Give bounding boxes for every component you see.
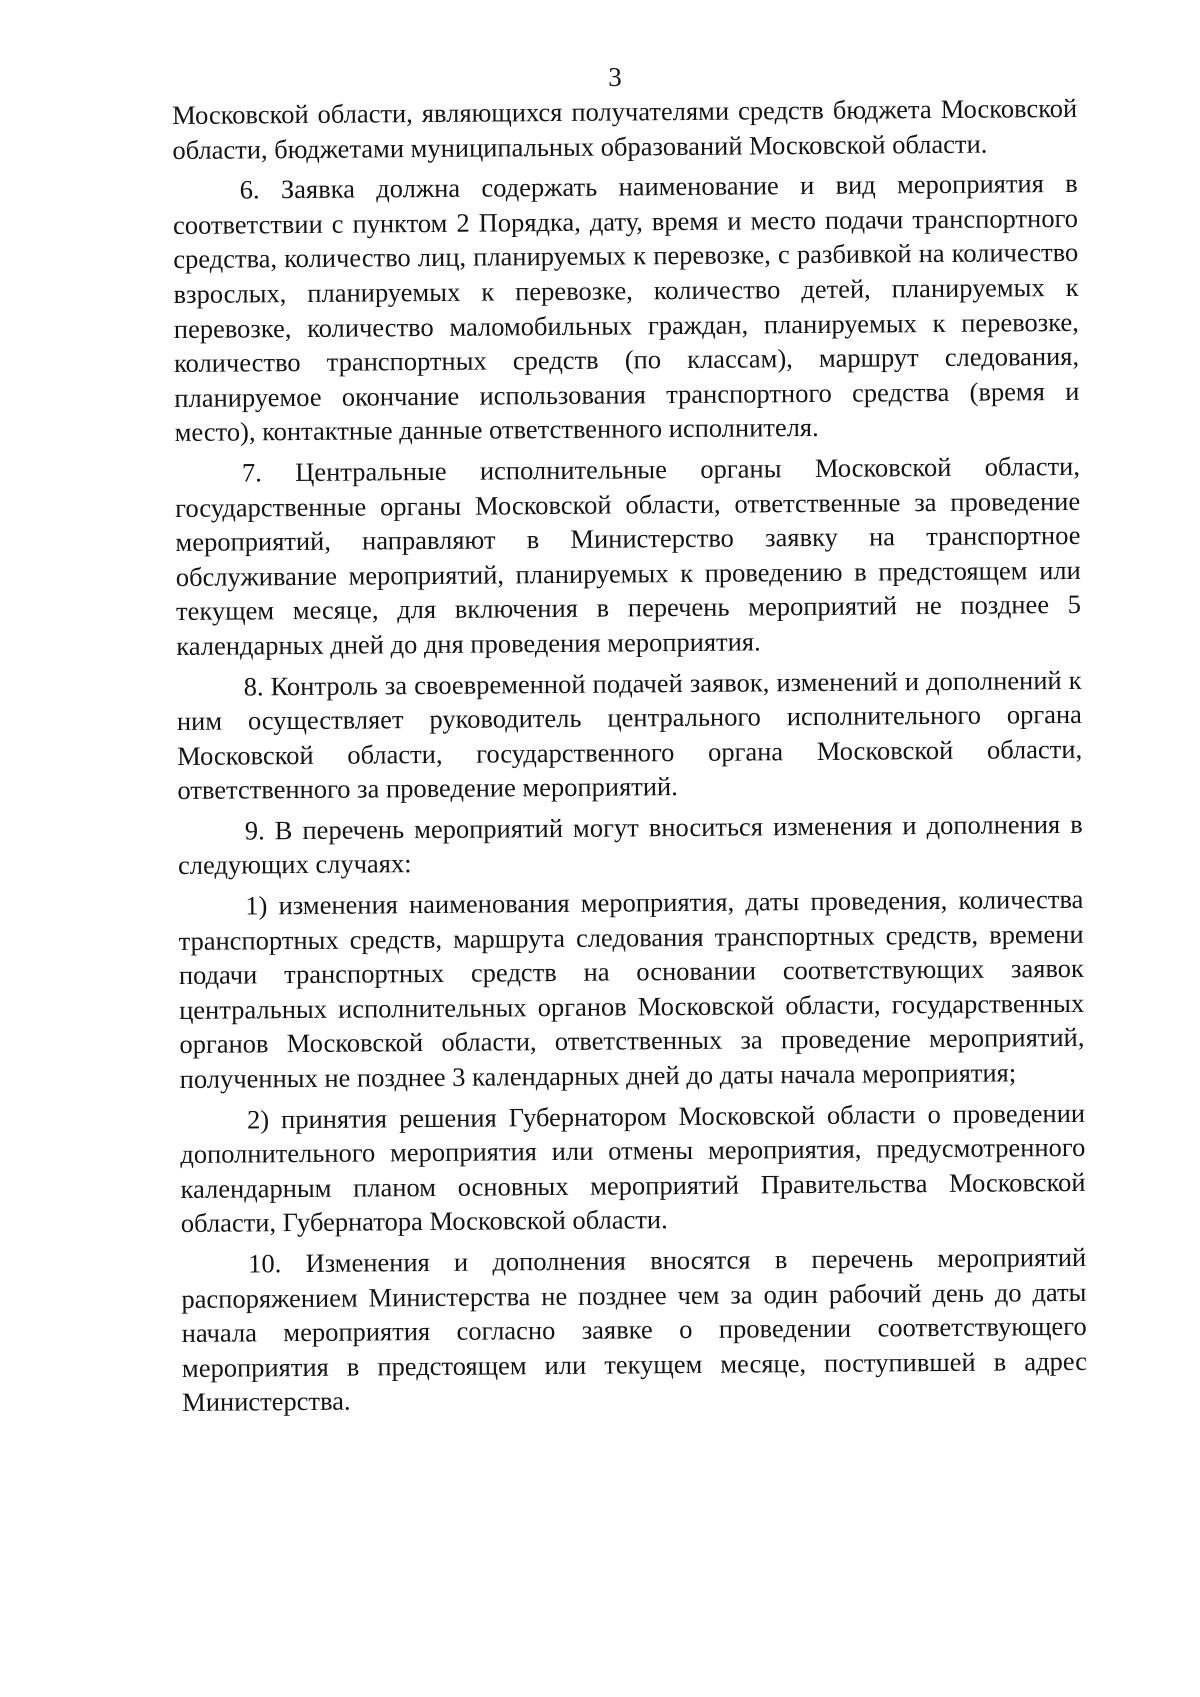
paragraph-8: 8. Контроль за своевременной подачей заявок, изменений и дополнений к ним осуществляет руководитель центрального исполнительного органа Московской области, государственного органа Московской области, ответственного за проведение мероприятий.: [176, 664, 1083, 806]
paragraph-9-item-2: 2) принятия решения Губернатором Московской области о проведении дополнительного мероприятия или отмены мероприятия, предусмотренного календарным планом основных мероприятий Правительства Московской области, Губернатора Московской области.: [180, 1097, 1086, 1239]
page-number: 3: [608, 62, 622, 92]
paragraph-9-item-1: 1) изменения наименования мероприятия, даты проведения, количества транспортных средств, маршрута следования транспортных средств, времени подачи транспортных средств на основании соответствующих заявок центральных исполнительных органов Московской области, государственных органов Московской области, ответственных за проведение мероприятий, полученных не позднее 3 календарных дней до даты начала мероприятия;: [178, 883, 1085, 1095]
paragraph-10: 10. Изменения и дополнения вносятся в перечень мероприятий распоряжением Министерства не позднее чем за один рабочий день до даты начала мероприятия согласно заявке о проведении соответствующего мероприятия в предстоящем или текущем месяце, поступившей в адрес Министерства.: [181, 1241, 1088, 1418]
paragraph-9: 9. В перечень мероприятий могут вноситься изменения и дополнения в следующих случаях:: [177, 808, 1083, 881]
paragraph-7: 7. Центральные исполнительные органы Московской области, государственные органы Московской области, ответственные за проведение мероприятий, направляют в Министерство заявку на транспортное обслуживание мероприятий, планируемых к проведению в предстоящем или текущем месяце, для включения в перечень мероприятий не позднее 5 календарных дней до дня проведения мероприятия.: [175, 450, 1082, 661]
paragraph-continuation: Московской области, являющихся получателями средств бюджета Московской области, бюджетами муниципальных образований Московской области.: [172, 92, 1078, 165]
document-body: [172, 91, 1087, 1426]
paragraph-6: 6. Заявка должна содержать наименование и вид мероприятия в соответствии с пунктом 2 Порядка, дату, время и место подачи транспортного средства, количество лиц, планируемых к перевозке, с разбивкой на количество взрослых, планируемых к перевозке, количество детей, планируемых к перевозке, количество маломобильных граждан, планируемых к перевозке, количество транспортных средств (по классам), маршрут следования, планируемое окончание использования транспортного средства (время и место), контактные данные ответственного исполнителя.: [172, 168, 1080, 448]
